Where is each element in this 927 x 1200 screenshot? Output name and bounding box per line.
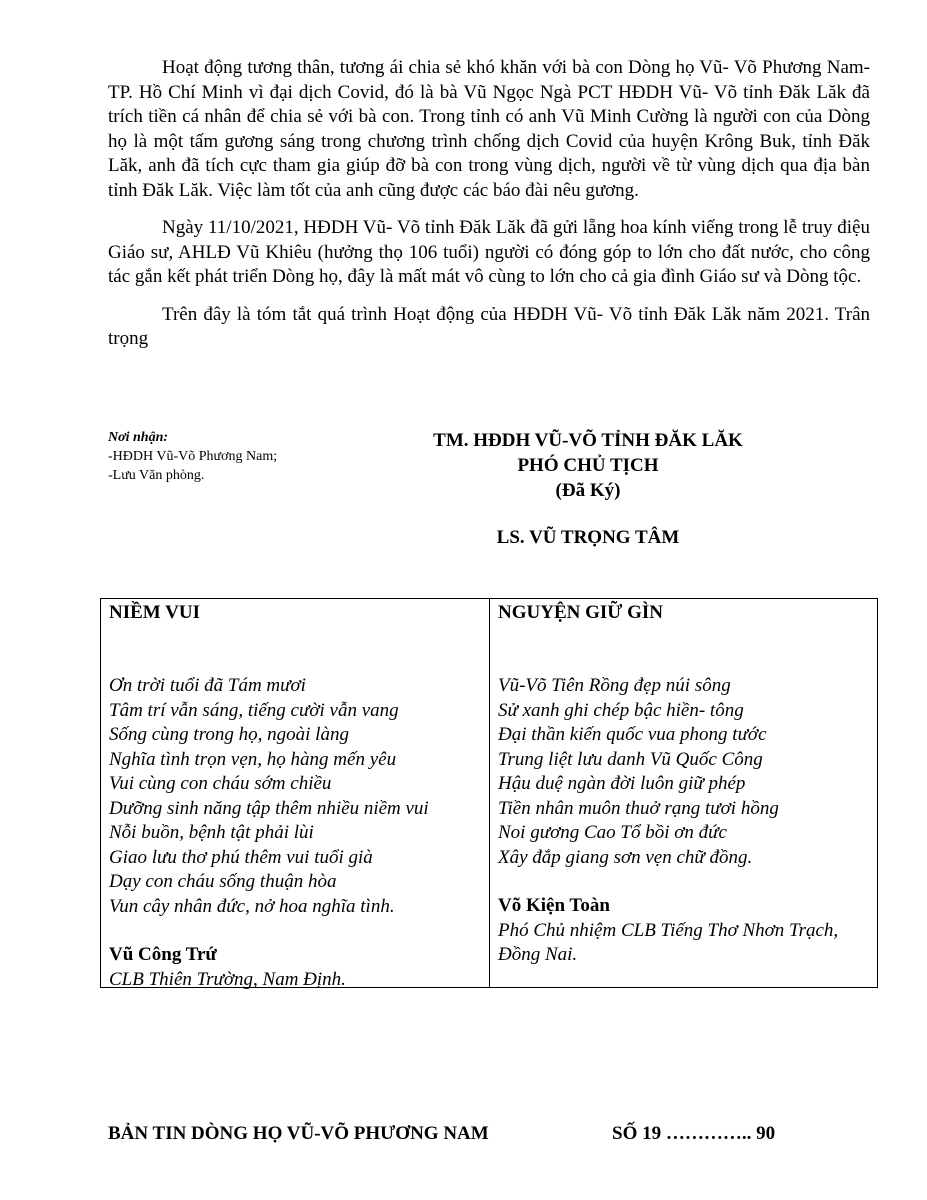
signer-org: TM. HĐDH VŨ-VÕ TỈNH ĐĂK LĂK [433, 430, 743, 451]
poem-line: Sống cùng trong họ, ngoài làng [109, 724, 349, 745]
poem-line: Trung liệt lưu danh Vũ Quốc Công [498, 748, 763, 770]
paragraph-summary: Trên đây là tóm tắt quá trình Hoạt động của HĐDH Vũ- Võ tỉnh Đăk Lăk năm 2021. Trân trọng [108, 303, 870, 349]
poem-line: Ơn trời tuổi đã Tám mươi [109, 675, 306, 696]
poem-line: Noi gương Cao Tổ bồi ơn đức [498, 822, 727, 843]
poem-line: Sử xanh ghi chép bậc hiền- tông [498, 699, 744, 721]
poem-line: Tâm trí vẫn sáng, tiếng cười vẫn vang [109, 699, 399, 721]
poem-line: Tiền nhân muôn thuở rạng tươi hồng [498, 797, 779, 819]
poem-affiliation: CLB Thiên Trường, Nam Định. [109, 968, 346, 990]
recipients [108, 428, 368, 485]
poem-affiliation: Phó Chủ nhiệm CLB Tiếng Thơ Nhơn Trạch, Đồng Nai. [498, 919, 839, 965]
poem-line: Đại thần kiến quốc vua phong tước [498, 724, 767, 745]
footer-issue-page: SỐ 19 ………….. 90 [612, 1123, 776, 1144]
paragraph-covid-support: Hoạt động tương thân, tương ái chia sẻ khó khăn với bà con Dòng họ Vũ- Võ Phương Nam- TP. Hồ Chí Minh vì đại dịch Covid, đó là bà Vũ Ngọc Ngà PCT HĐDH Vũ- Võ tỉnh Đăk Lăk đã trích tiền cá nhân để chia sẻ với bà con. Trong tỉnh có anh Vũ Minh Cường là người con của Dòng họ là một tấm gương sáng trong chương trình chống dịch Covid của huyện Krông Buk, tỉnh Đăk Lăk, anh đã tích cực tham gia giúp đỡ bà con trong vùng dịch, người về từ vùng dịch qua địa bàn tỉnh Đăk Lăk. Việc làm tốt của anh cũng được các báo đài nêu gương. [108, 57, 870, 201]
signer-signed: (Đã Ký) [555, 480, 621, 501]
body-text [108, 56, 870, 365]
signer-name: LS. VŨ TRỌNG TÂM [496, 527, 680, 548]
footer-publication: BẢN TIN DÒNG HỌ VŨ-VÕ PHƯƠNG NAM [108, 1123, 489, 1144]
poem-title: NGUYỆN GIỮ GÌN [498, 602, 664, 623]
recipient-item: -HĐDH Vũ-Võ Phương Nam; [108, 449, 278, 464]
poem-line: Dạy con cháu sống thuận hòa [109, 871, 337, 892]
poem-author: Vũ Công Trứ [109, 944, 217, 965]
poem-line: Vun cây nhân đức, nở hoa nghĩa tình. [109, 895, 395, 917]
signature-block [108, 428, 870, 558]
poem-author: Võ Kiện Toàn [498, 895, 610, 916]
signer [388, 428, 788, 550]
poem-line: Giao lưu thơ phú thêm vui tuổi già [109, 846, 373, 868]
poem-table [100, 598, 878, 988]
poem-right [490, 599, 877, 987]
poem-line: Xây đắp giang sơn vẹn chữ đồng. [498, 846, 753, 868]
paragraph-memorial: Ngày 11/10/2021, HĐDH Vũ- Võ tỉnh Đăk Lăk đã gửi lẵng hoa kính viếng trong lễ truy điệu Giáo sư, AHLĐ Vũ Khiêu (hưởng thọ 106 tuổi) người có đóng góp to lớn cho đất nước, cho công tác gắn kết phát triển Dòng họ, đây là mất mát vô cùng to lớn cho cả gia đình Giáo sư và Dòng tộc. [108, 217, 870, 287]
poem-line: Dưỡng sinh năng tập thêm nhiều niềm vui [109, 797, 429, 819]
poem-line: Vũ-Võ Tiên Rồng đẹp núi sông [498, 675, 731, 696]
poem-line: Vui cùng con cháu sớm chiều [109, 773, 332, 794]
poem-line: Nỗi buồn, bệnh tật phải lùi [109, 822, 314, 843]
signer-role: PHÓ CHỦ TỊCH [517, 455, 659, 476]
recipients-title: Nơi nhận: [108, 430, 169, 445]
poem-line: Hậu duệ ngàn đời luôn giữ phép [498, 773, 746, 794]
poem-line: Nghĩa tình trọn vẹn, họ hàng mến yêu [109, 748, 397, 770]
poem-title: NIỀM VUI [109, 602, 200, 623]
recipient-item: -Lưu Văn phòng. [108, 468, 205, 483]
poem-left [101, 599, 490, 990]
